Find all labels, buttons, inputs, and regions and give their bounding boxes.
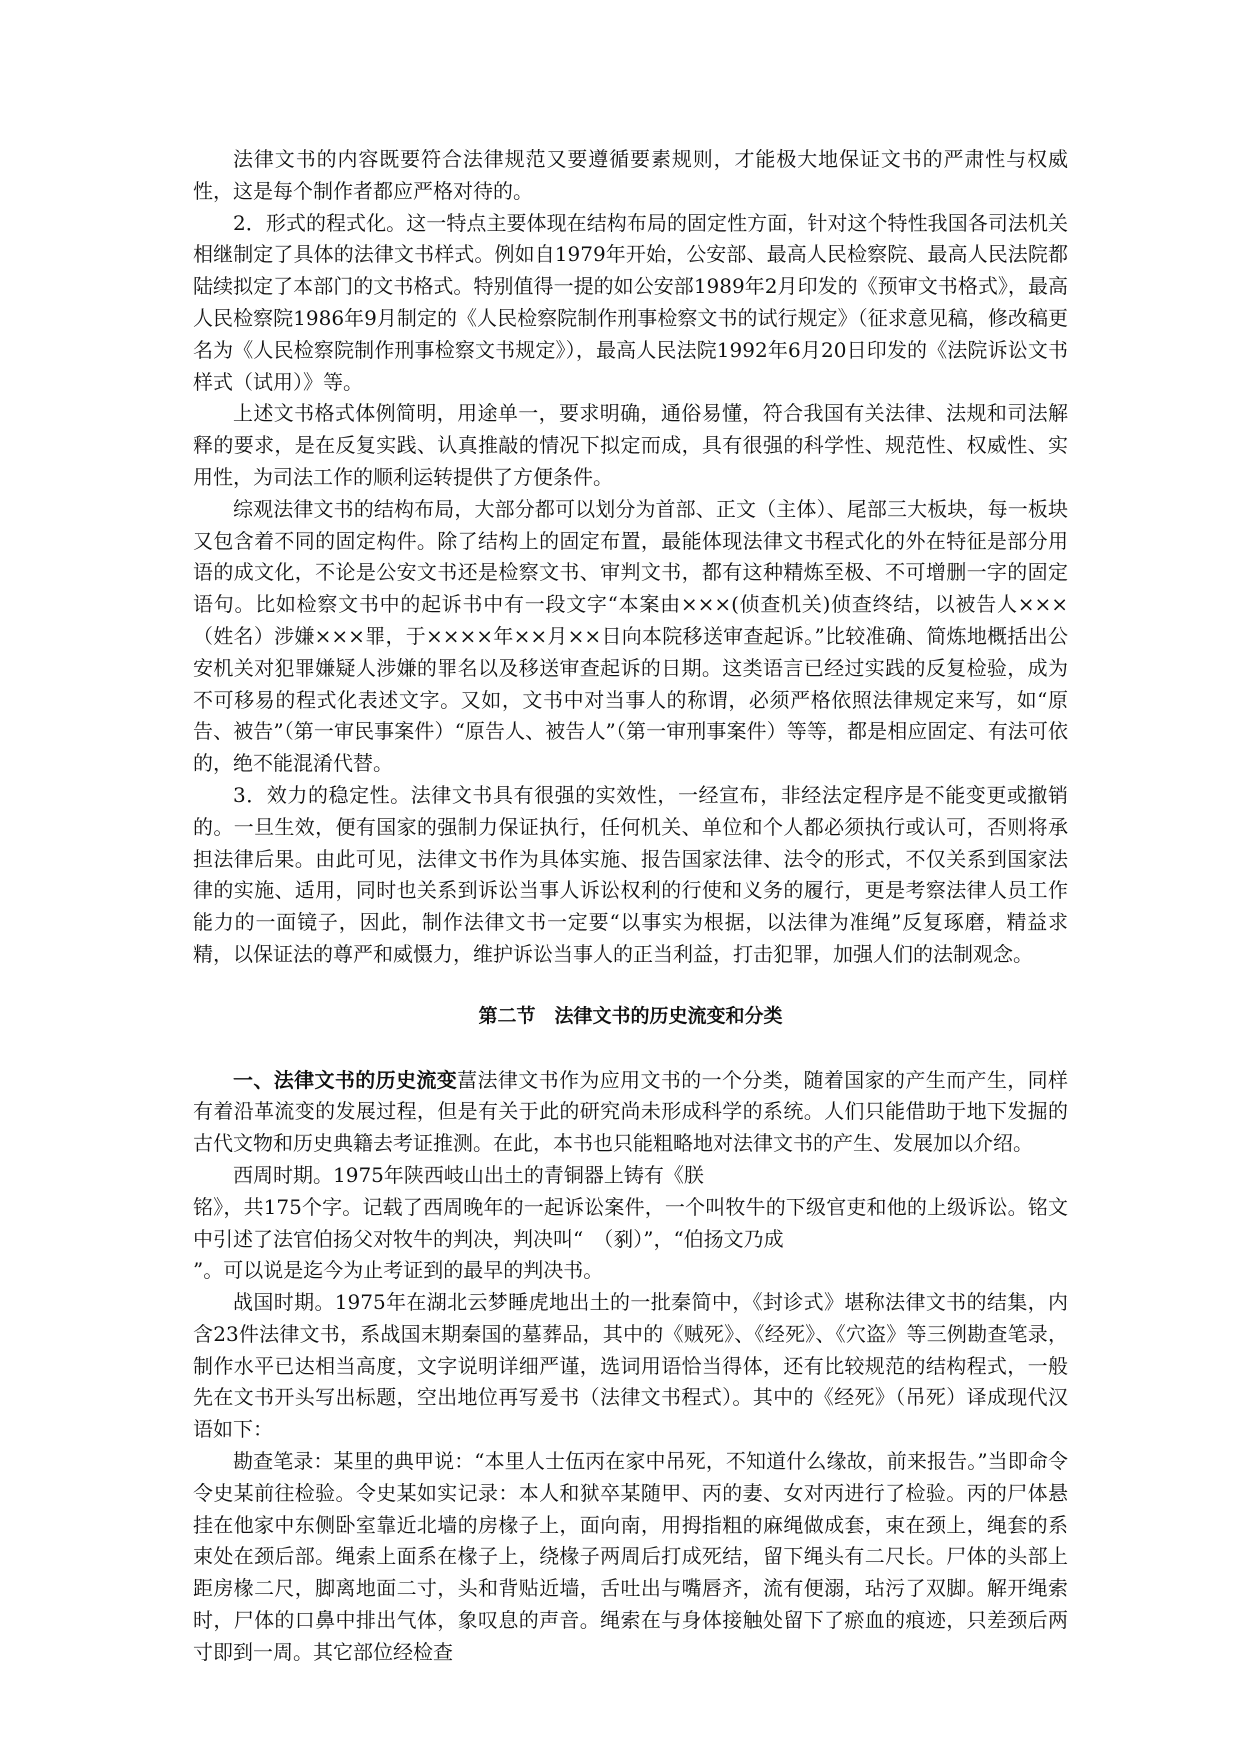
- paragraph-5: 3．效力的稳定性。法律文书具有很强的实效性，一经宣布，非经法定程序是不能变更或撤销的。一旦生效，便有国家的强制力保证执行，任何机关、单位和个人都必须执行或认可，否则将承担法律后果。由此可见，法律文书作为具体实施、报告国家法律、法令的形式，不仅关系到国家法律的实施、适用，同时也关系到诉讼当事人诉讼权利的行使和义务的履行，更是考察法律人员工作能力的一面镜子，因此，制作法律文书一定要“以事实为根据，以法律为准绳”反复琢磨，精益求精，以保证法的尊严和威慑力，维护诉讼当事人的正当利益，打击犯罪，加强人们的法制观念。: [193, 782, 1068, 966]
- document-page: [193, 144, 1068, 1669]
- subsection-paragraph: [193, 1065, 1068, 1160]
- section-heading: 第二节 法律文书的历史流变和分类: [478, 1004, 783, 1027]
- paragraph-inspection-record: 勘查笔录：某里的典甲说：“本里人士伍丙在家中吊死，不知道什么缘故，前来报告。”当即命令令史某前往检验。令史某如实记录：本人和狱卒某随甲、丙的妻、女对丙进行了检验。丙的尸体悬挂在他家中东侧卧室靠近北墙的房椽子上，面向南，用拇指粗的麻绳做成套，束在颈上，绳套的系束处在颈后部。绳索上面系在椽子上，绕椽子两周后打成死结，留下绳头有二尺长。尸体的头部上距房椽二尺，脚离地面二寸，头和背贴近墙，舌吐出与嘴唇齐，流有便溺，玷污了双脚。解开绳索时，尸体的口鼻中排出气体，象叹息的声音。绳索在与身体接触处留下了瘀血的痕迹，只差颈后两寸即到一周。其它部位经检查: [193, 1449, 1068, 1664]
- paragraph-4: 综观法律文书的结构布局，大部分都可以划分为首部、正文（主体）、尾部三大板块，每一板块又包含着不同的固定构件。除了结构上的固定布置，最能体现法律文书程式化的外在特征是部分用语的成文化，不论是公安文书还是检察文书、审判文书，都有这种精炼至极、不可增删一字的固定语句。比如检察文书中的起诉书中有一段文字“本案由×××(侦查机关)侦查终结，以被告人×××（姓名）涉嫌×××罪，于××××年××月××日向本院移送审查起诉。”比较准确、简炼地概括出公安机关对犯罪嫌疑人涉嫌的罪名以及移送审查起诉的日期。这类语言已经过实践的反复检验，成为不可移易的程式化表述文字。又如，文书中对当事人的称谓，必须严格依照法律规定来写，如“原告、被告”（第一审民事案件）“原告人、被告人”（第一审刑事案件）等等，都是相应固定、有法可依的，绝不能混淆代替。: [193, 496, 1068, 776]
- western-zhou-line-3: ”。可以说是迄今为止考证到的最早的判决书。: [193, 1258, 604, 1283]
- western-zhou-line-2: 铭》，共175个字。记载了西周晚年的一起诉讼案件，一个叫牧牛的下级官吏和他的上级诉讼。铭文中引述了法官伯扬父对牧牛的判决，判决叫“ （剢）”，“伯扬文乃成: [193, 1194, 1068, 1251]
- western-zhou-line-1: 西周时期。1975年陕西岐山出土的青铜器上铸有《朕: [233, 1162, 704, 1187]
- paragraph-2: 2．形式的程式化。这一特点主要体现在结构布局的固定性方面，针对这个特性我国各司法机关相继制定了具体的法律文书样式。例如自1979年开始，公安部、最高人民检察院、最高人民法院都陆续拟定了本部门的文书格式。特别值得一提的如公安部1989年2月印发的《预审文书格式》，最高人民检察院1986年9月制定的《人民检察院制作刑事检察文书的试行规定》（征求意见稿，修改稿更名为《人民检察院制作刑事检察文书规定》），最高人民法院1992年6月20日印发的《法院诉讼文书样式（试用）》等。: [193, 210, 1068, 394]
- subsection-text: 葍法律文书作为应用文书的一个分类，随着国家的产生而产生，同样有着沿革流变的发展过程，但是有关于此的研究尚未形成科学的系统。人们只能借助于地下发掘的古代文物和历史典籍去考证推测。在此，本书也只能粗略地对法律文书的产生、发展加以介绍。: [193, 1067, 1068, 1156]
- paragraph-1: 法律文书的内容既要符合法律规范又要遵循要素规则，才能极大地保证文书的严肃性与权威性，这是每个制作者都应严格对待的。: [193, 147, 1068, 203]
- paragraph-3: 上述文书格式体例简明，用途单一，要求明确，通俗易懂，符合我国有关法律、法规和司法解释的要求，是在反复实践、认真推敲的情况下拟定而成，具有很强的科学性、规范性、权威性、实用性，为司法工作的顺利运转提供了方便条件。: [193, 401, 1068, 489]
- subsection-heading: 一、法律文书的历史流变: [233, 1067, 458, 1092]
- paragraph-warring-states: 战国时期。1975年在湖北云梦睡虎地出土的一批秦简中，《封诊式》堪称法律文书的结集，内含23件法律文书，系战国末期秦国的墓葬品，其中的《贼死》、《经死》、《穴盗》等三例勘查笔录，制作水平已达相当高度，文字说明详细严谨，选词用语恰当得体，还有比较规范的结构程式，一般先在文书开头写出标题，空出地位再写爰书（法律文书程式）。其中的《经死》（吊死）译成现代汉语如下：: [193, 1290, 1068, 1442]
